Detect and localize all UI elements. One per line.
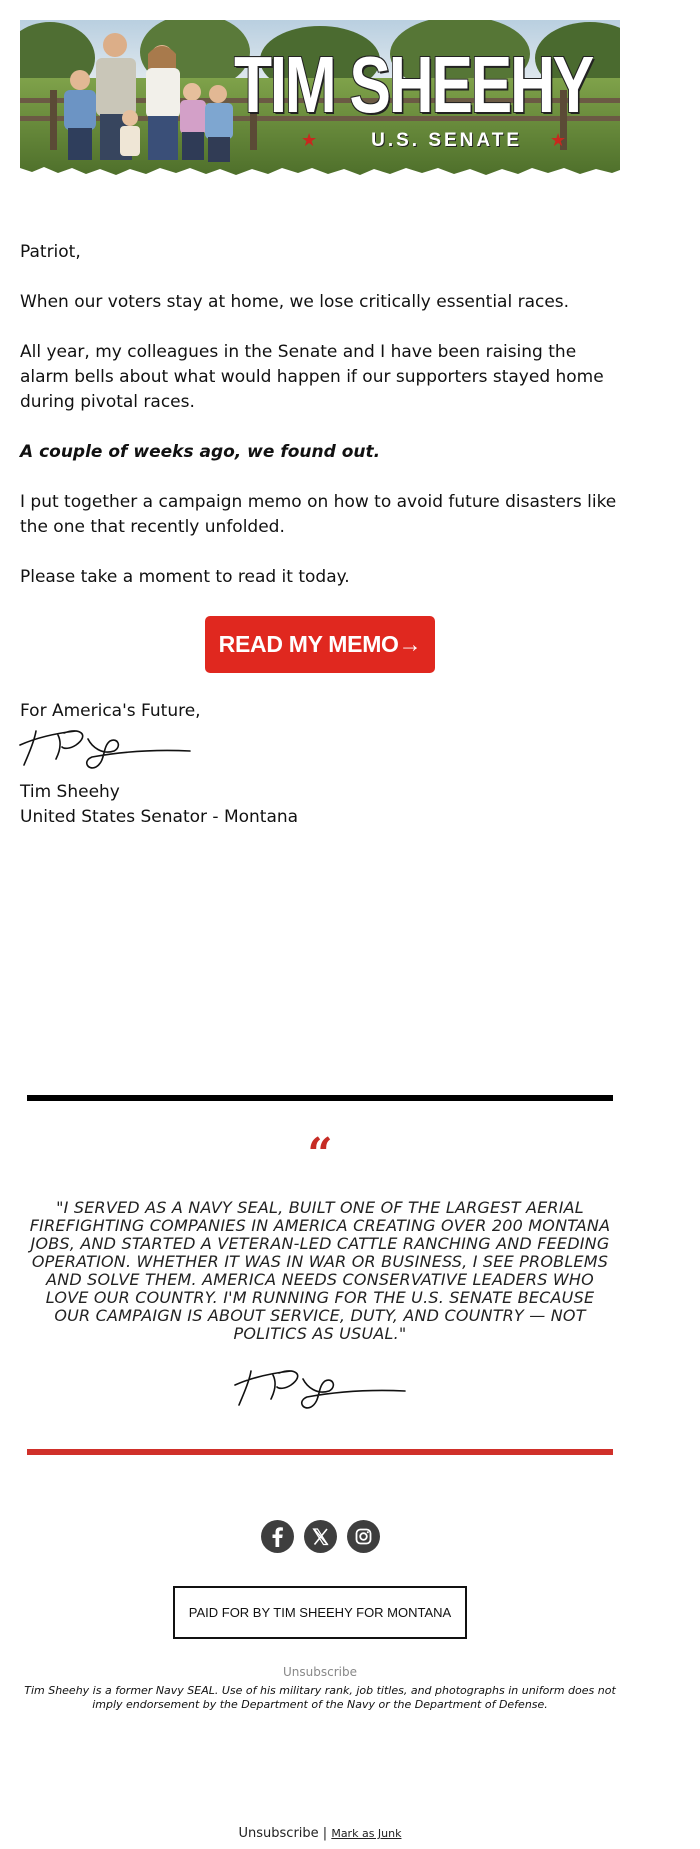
- brand-name: TIM SHEEHY: [234, 40, 592, 129]
- divider-red: [27, 1449, 613, 1455]
- signer-title: United States Senator - Montana: [20, 807, 299, 827]
- quote-text: "I SERVED AS A NAVY SEAL, BUILT ONE OF THE LARGEST AERIAL FIREFIGHTING COMPANIES IN AMERICA CREATING OVER 200 MONTANA JOBS, AND STARTED A VETERAN-LED CATTLE RANCHING AND FEEDING OPERATION. WHETHER IT WAS IN WAR OR BUSINESS, I SEE PROBLEMS AND SOLVE THEM. AMERICA NEEDS CONSERVATIVE LEADERS WHO LOVE OUR COUNTRY. I'M RUNNING FOR THE U.S. SENATE BECAUSE OUR CAMPAIGN IS ABOUT SERVICE, DUTY, AND COUNTRY — NOT POLITICS AS USUAL.": [29, 1198, 611, 1343]
- unsubscribe-link[interactable]: Unsubscribe: [238, 1826, 319, 1841]
- paragraph-2: All year, my colleagues in the Senate and I have been raising the alarm bells about what would happen if our supporters stayed home during pivotal races.: [20, 342, 604, 412]
- footer-separator: |: [322, 1826, 328, 1841]
- signoff: For America's Future,: [20, 701, 201, 721]
- paragraph-5: Please take a moment to read it today.: [20, 567, 350, 587]
- cta-container: [205, 616, 435, 673]
- unsubscribe-link-gray[interactable]: Unsubscribe: [283, 1665, 357, 1679]
- paid-for-disclaimer: PAID FOR BY TIM SHEEHY FOR MONTANA: [173, 1586, 467, 1639]
- header-banner: [20, 20, 620, 178]
- star-icon-left: ★: [301, 130, 318, 151]
- paragraph-4: I put together a campaign memo on how to avoid future disasters like the one that recently unfolded.: [20, 492, 617, 537]
- navy-disclaimer: Tim Sheehy is a former Navy SEAL. Use of his military rank, job titles, and photographs in uniform does not imply endorsement by the Department of the Navy or the Department of Defense.: [24, 1684, 616, 1711]
- signature-image: [18, 725, 193, 769]
- greeting: Patriot,: [20, 242, 81, 262]
- signer-name: Tim Sheehy: [20, 782, 120, 802]
- star-icon-right: ★: [550, 130, 567, 151]
- social-links: [0, 1520, 640, 1553]
- signer-block: [20, 780, 298, 830]
- x-icon[interactable]: [304, 1520, 337, 1553]
- divider-black: [27, 1095, 613, 1101]
- brand-subtitle: U.S. SENATE: [371, 130, 522, 151]
- mark-as-junk-link[interactable]: Mark as Junk: [331, 1827, 402, 1840]
- read-memo-button[interactable]: READ MY MEMO→: [205, 616, 435, 673]
- instagram-icon[interactable]: [347, 1520, 380, 1553]
- footer-links: [0, 1826, 640, 1841]
- quote-mark-icon: “: [307, 1129, 333, 1180]
- letter-body: [20, 240, 620, 615]
- paragraph-1: When our voters stay at home, we lose critically essential races.: [20, 292, 570, 312]
- quote-signature-image: [233, 1365, 408, 1409]
- paragraph-3: A couple of weeks ago, we found out.: [20, 442, 381, 462]
- facebook-icon[interactable]: [261, 1520, 294, 1553]
